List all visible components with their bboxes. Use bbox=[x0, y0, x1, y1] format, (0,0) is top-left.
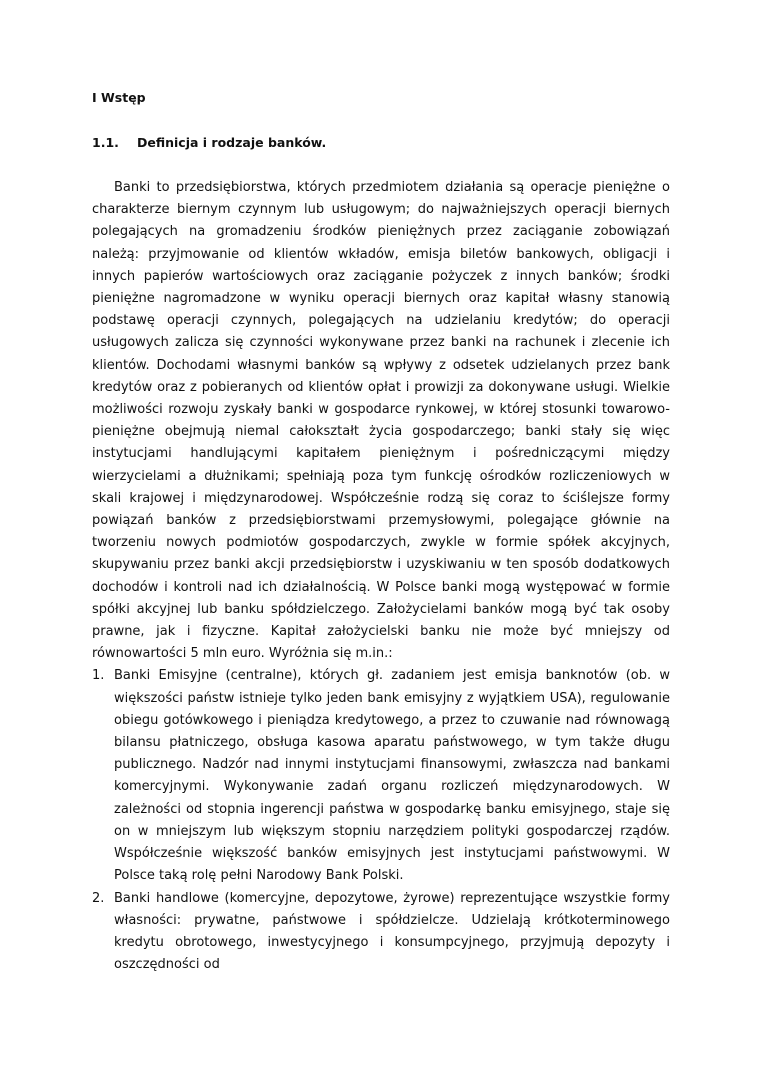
list-item bbox=[92, 665, 670, 887]
list-item-text: Banki handlowe (komercyjne, depozytowe, żyrowe) reprezentujące wszystkie formy własności: prywatne, państwowe i spółdzielcze. Udzielają krótkoterminowego kredytu obrotowego, inwestycyjnego i konsumpcyjnego, przyjmują depozyty i oszczędności od bbox=[114, 890, 670, 973]
bank-types-list bbox=[92, 665, 670, 976]
list-item-text: Banki Emisyjne (centralne), których gł. zadaniem jest emisja banknotów (ob. w większości państw istnieje tylko jeden bank emisyjny z wyjątkiem USA), regulowanie obiegu gotówkowego i pieniądza kredytowego, a przez to czuwanie nad równowagą bilansu płatniczego, obsługa kasowa aparatu państwowego, w tym także długu publicznego. Nadzór nad innymi instytucjami finansowymi, zwłaszcza nad bankami komercyjnymi. Wykonywanie zadań organu rozliczeń międzynarodowych. W zależności od stopnia ingerencji państwa w gospodarkę banku emisyjnego, staje się on w mniejszym lub większym stopniu narzędziem polityki gospodarczej rządów. Współcześnie większość banków emisyjnych jest instytucjami państwowymi. W Polsce taką rolę pełni Narodowy Bank Polski. bbox=[114, 668, 670, 884]
section-heading bbox=[92, 135, 326, 150]
intro-paragraph: Banki to przedsiębiorstwa, których przedmiotem działania są operacje pieniężne o charakterze biernym czynnym lub usługowym; do najważniejszych operacji biernych polegających na gromadzeniu środków pieniężnych przez zaciąganie zobowiązań należą: przyjmowanie od klientów wkładów, emisja biletów bankowych, obligacji i innych papierów wartościowych oraz zaciąganie pożyczek z innych banków; środki pieniężne nagromadzone w wyniku operacji biernych oraz kapitał własny stanowią podstawę operacji czynnych, polegających na udzielaniu kredytów; do operacji usługowych zalicza się czynności wykonywane przez banki na rachunek i zlecenie ich klientów. Dochodami własnymi banków są wpływy z odsetek udzielanych przez bank kredytów oraz z pobieranych od klientów opłat i prowizji za dokonywane usługi. Wielkie możliwości rozwoju zyskały banki w gospodarce rynkowej, w której stosunki towarowo-pieniężne obejmują niemal całokształt życia gospodarczego; banki stały się więc instytucjami handlującymi kapitałem pieniężnym i pośredniczącymi między wierzycielami a dłużnikami; spełniają poza tym funkcję ośrodków rozliczeniowych w skali krajowej i międzynarodowej. Współcześnie rodzą się coraz to ściślejsze formy powiązań banków z przedsiębiorstwami przemysłowymi, polegające głównie na tworzeniu nowych podmiotów gospodarczych, zwykle w formie spółek akcyjnych, skupywaniu przez banki akcji przedsiębiorstw i uzyskiwaniu w ten sposób dodatkowych dochodów i kontroli nad ich działalnością. W Polsce banki mogą występować w formie spółki akcyjnej lub banku spółdzielczego. Założycielami banków mogą być tak osoby prawne, jak i fizyczne. Kapitał założycielski banku nie może być mniejszy od równowartości 5 mln euro. Wyróżnia się m.in.: bbox=[92, 180, 670, 662]
list-item bbox=[92, 888, 670, 977]
chapter-title: I Wstęp bbox=[92, 90, 146, 105]
list-marker: 1. bbox=[92, 668, 105, 684]
document-body bbox=[92, 177, 670, 976]
section-number: 1.1. bbox=[92, 135, 119, 150]
section-title: Definicja i rodzaje banków. bbox=[137, 135, 327, 150]
list-marker: 2. bbox=[92, 890, 105, 906]
